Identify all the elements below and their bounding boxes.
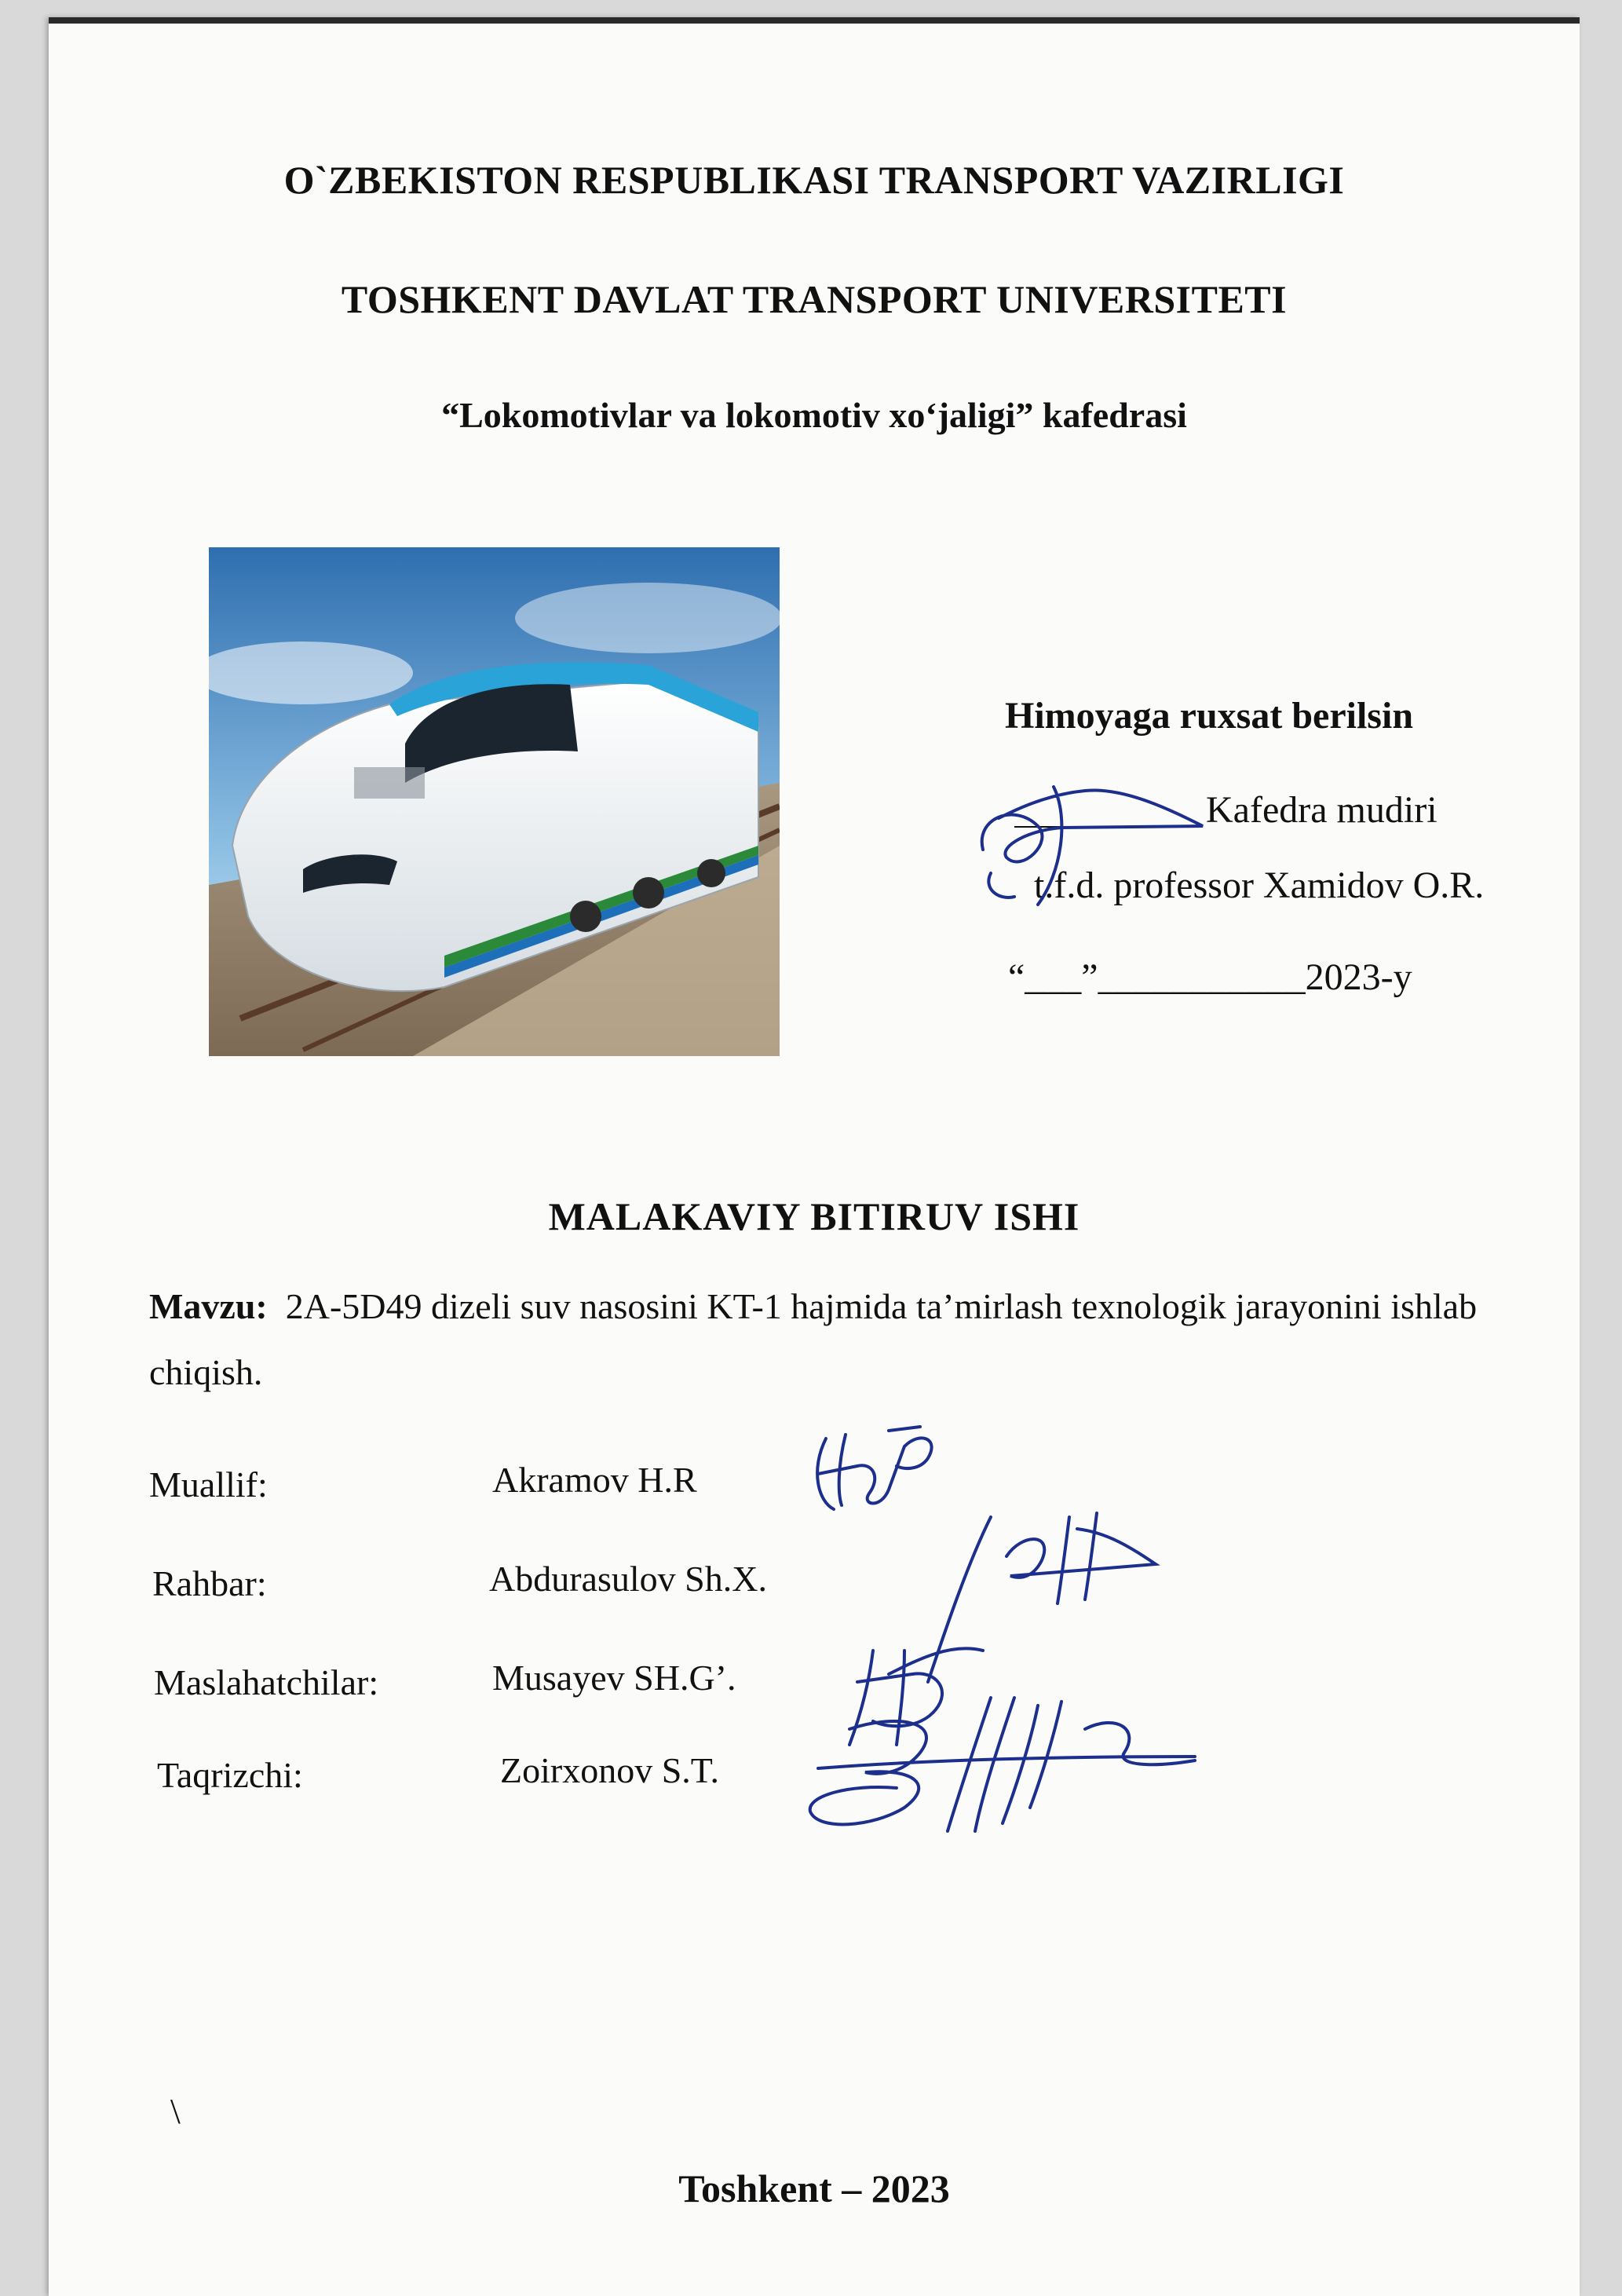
approval-role: Kafedra mudiri	[1206, 789, 1438, 831]
work-title: MALAKAVIY BITIRUV ISHI	[548, 1194, 1080, 1238]
university-heading: TOSHKENT DAVLAT TRANSPORT UNIVERSITETI	[341, 277, 1288, 321]
person-label-author: Muallif:	[149, 1464, 268, 1504]
person-label-consultants: Maslahatchilar:	[154, 1662, 379, 1702]
topic-text: 2A-5D49 dizeli suv nasosini KT-1 hajmida ta’mirlash texnologik jarayonini ishlab chiqish.	[149, 1286, 1478, 1392]
topic-paragraph	[149, 1274, 1500, 1406]
approval-person: t.f.d. professor Xamidov O.R.	[1034, 865, 1485, 906]
person-label-reviewer: Taqrizchi:	[157, 1755, 303, 1795]
date-line: ___________	[1098, 956, 1306, 998]
approval-date	[1008, 956, 1412, 999]
approval-signature-icon	[967, 755, 1218, 912]
ministry-heading: O`ZBEKISTON RESPUBLIKASI TRANSPORT VAZIRLIGI	[283, 158, 1345, 202]
person-label-supervisor: Rahbar:	[152, 1563, 267, 1603]
date-quotes: “___”	[1008, 956, 1098, 998]
approval-title: Himoyaga ruxsat berilsin	[1005, 695, 1414, 737]
train-photo	[209, 547, 780, 1056]
page-top-edge	[49, 17, 1580, 24]
department-heading: “Lokomotivlar va lokomotiv xo‘jaligi” kafedrasi	[441, 395, 1187, 435]
document-page	[49, 17, 1580, 2296]
person-name-supervisor: Abdurasulov Sh.X.	[489, 1559, 767, 1599]
high-speed-train-icon	[209, 547, 780, 1056]
stray-mark: \	[170, 2091, 181, 2131]
reviewer-signature-icon	[802, 1682, 1211, 1839]
person-name-author: Akramov H.R	[492, 1460, 697, 1500]
topic-label: Mavzu:	[149, 1286, 268, 1326]
footer-city-year: Toshkent – 2023	[678, 2166, 950, 2210]
person-name-reviewer: Zoirxonov S.T.	[500, 1750, 719, 1790]
date-year: 2023-y	[1305, 956, 1412, 998]
person-name-consultant: Musayev SH.G’.	[492, 1658, 736, 1698]
